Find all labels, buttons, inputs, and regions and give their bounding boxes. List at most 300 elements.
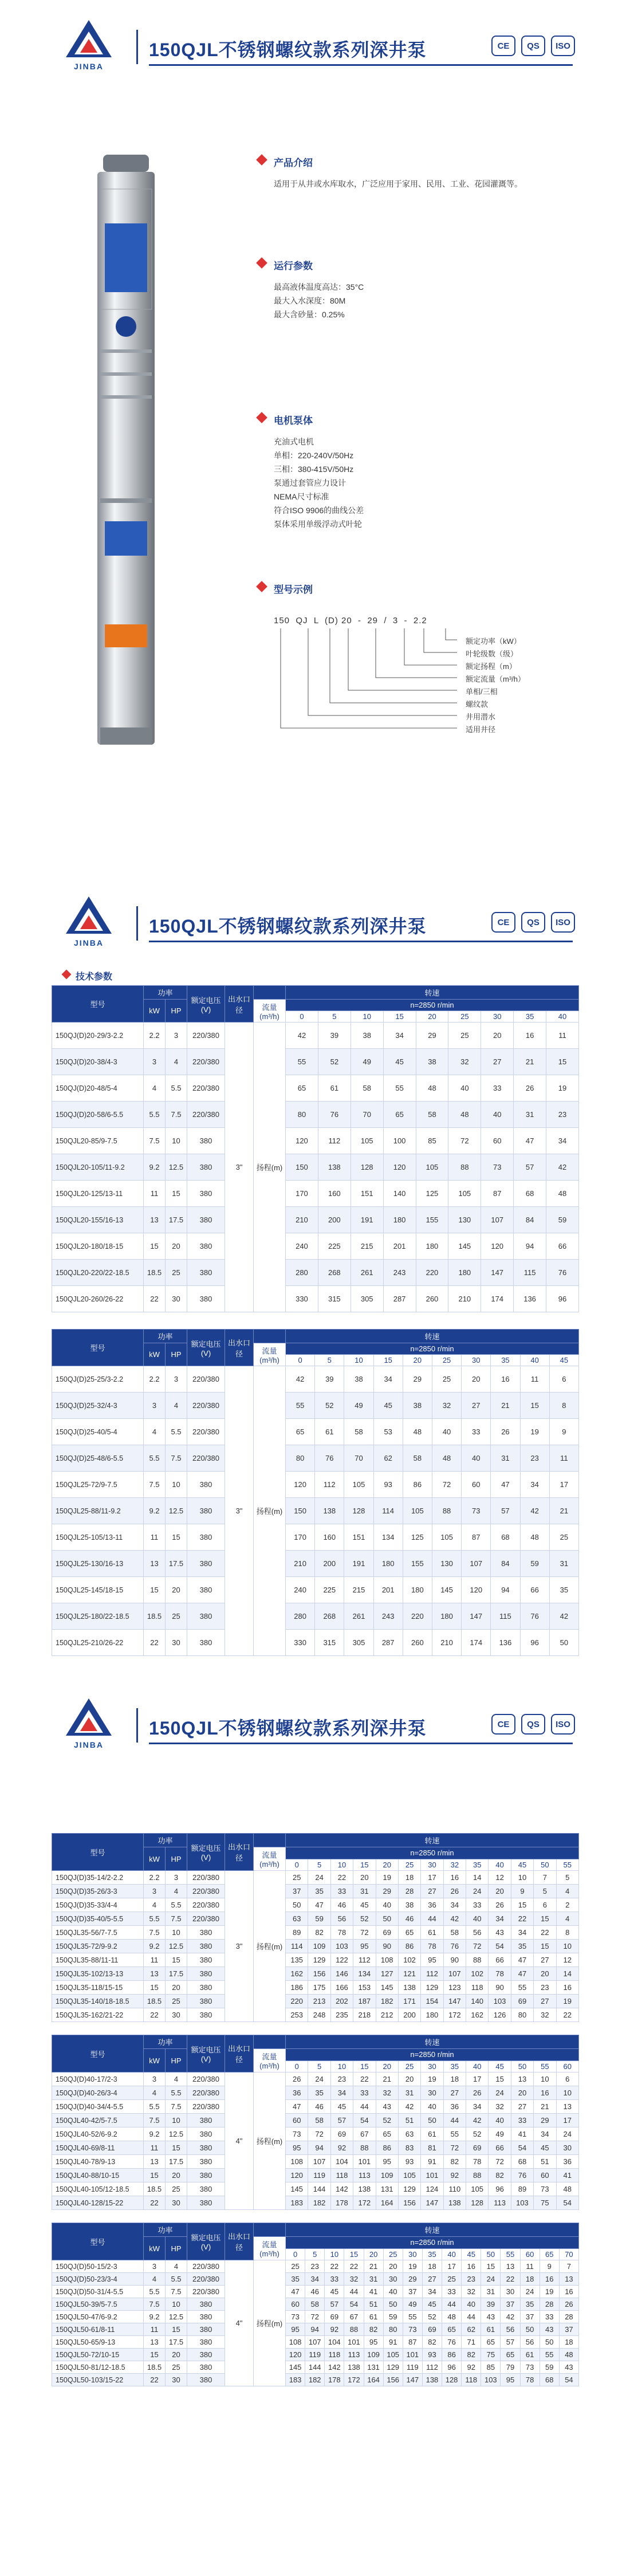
header-model: 型号 <box>52 2035 144 2072</box>
flow-value: 10 <box>325 2248 344 2260</box>
head-value-cell: 31 <box>549 1551 578 1577</box>
model-cell: 150QJL20-125/13-11 <box>52 1181 144 1207</box>
head-value-cell: 44 <box>344 2286 364 2298</box>
head-value-cell: 240 <box>286 1233 318 1260</box>
flow-value: 45 <box>489 2060 511 2072</box>
tech-params-label: 技术参数 <box>63 969 112 982</box>
flow-value: 45 <box>511 1859 533 1871</box>
header-model: 型号 <box>52 1834 144 1871</box>
head-value-cell: 21 <box>491 1393 520 1419</box>
kw-cell: 11 <box>144 1181 166 1207</box>
voltage-cell: 220/380 <box>187 1912 225 1926</box>
head-value-cell: 16 <box>534 2086 556 2100</box>
head-value-cell: 47 <box>511 1967 533 1981</box>
head-value-cell: 186 <box>286 1981 308 1995</box>
model-cell: 150QJL25-180/22-18.5 <box>52 1603 144 1630</box>
table-row <box>52 2155 579 2169</box>
head-value-cell: 100 <box>383 1128 416 1154</box>
head-value-cell: 110 <box>443 2182 466 2196</box>
head-value-cell: 118 <box>466 1981 489 1995</box>
head-value-cell: 90 <box>443 1953 466 1967</box>
voltage-cell: 380 <box>187 1472 225 1498</box>
head-value-cell: 58 <box>443 1926 466 1940</box>
head-value-cell: 119 <box>305 2349 325 2361</box>
head-value-cell: 20 <box>481 1022 514 1049</box>
head-value-cell: 112 <box>318 1128 351 1154</box>
kw-cell: 18.5 <box>144 1995 166 2008</box>
voltage-cell: 220/380 <box>187 1075 225 1102</box>
head-value-cell: 39 <box>481 2298 501 2311</box>
head-value-cell: 90 <box>489 1981 511 1995</box>
legend-item: 单相/三相 <box>466 687 498 696</box>
legend-item: 额定扬程（m） <box>466 662 517 671</box>
head-value-cell: 280 <box>286 1260 318 1286</box>
flow-value: 5 <box>308 2060 330 2072</box>
head-value-cell: 40 <box>462 1445 491 1472</box>
head-value-cell: 34 <box>520 1472 549 1498</box>
table-row <box>52 2273 579 2286</box>
head-value-cell: 107 <box>305 2336 325 2349</box>
intro-text: 适用于从井或水库取水，广泛应用于家用、民用、工业、花园灌溉等。 <box>274 179 522 188</box>
hp-cell: 12.5 <box>166 1940 187 1953</box>
flow-value: 35 <box>491 1355 520 1366</box>
head-value-cell: 95 <box>353 1940 376 1953</box>
model-cell: 150QJL20-180/18-15 <box>52 1233 144 1260</box>
head-value-cell: 40 <box>466 1912 489 1926</box>
head-value-cell: 200 <box>398 2008 420 2022</box>
flow-value: 25 <box>448 1011 481 1022</box>
head-value-cell: 65 <box>481 2336 501 2349</box>
head-value-cell: 60 <box>462 1472 491 1498</box>
table-row <box>52 1912 579 1926</box>
flow-value: 55 <box>501 2248 520 2260</box>
head-value-cell: 27 <box>462 1393 491 1419</box>
qs-cert-icon: QS <box>521 912 545 933</box>
head-value-cell: 180 <box>448 1260 481 1286</box>
head-value-cell: 118 <box>325 2349 344 2361</box>
head-value-cell: 26 <box>286 2072 308 2086</box>
head-value-cell: 113 <box>353 2169 376 2182</box>
head-value-cell: 35 <box>549 1577 578 1603</box>
head-value-cell: 55 <box>286 1393 315 1419</box>
flow-value: 15 <box>353 2060 376 2072</box>
hp-cell: 17.5 <box>166 1207 187 1233</box>
head-value-cell: 40 <box>481 1102 514 1128</box>
voltage-cell: 220/380 <box>187 1022 225 1049</box>
header-flow: 流量(m³/h) <box>254 1847 286 1871</box>
head-value-cell: 82 <box>462 2349 481 2361</box>
flow-value: 0 <box>286 1859 308 1871</box>
flow-value: 15 <box>344 2248 364 2260</box>
header-hp: HP <box>166 2237 187 2260</box>
head-value-cell: 50 <box>520 2323 540 2336</box>
head-value-cell: 10 <box>556 1940 579 1953</box>
flow-value: 40 <box>520 1355 549 1366</box>
voltage-cell: 380 <box>187 1981 225 1995</box>
head-value-cell: 46 <box>308 2100 330 2114</box>
flow-value: 40 <box>546 1011 579 1022</box>
head-value-cell: 138 <box>344 2361 364 2374</box>
head-value-cell: 88 <box>448 1154 481 1181</box>
head-value-cell: 56 <box>466 1926 489 1940</box>
head-value-cell: 21 <box>534 2100 556 2114</box>
head-value-cell: 55 <box>511 1981 533 1995</box>
head-value-cell: 34 <box>546 1128 579 1154</box>
head-value-cell: 220 <box>403 1603 432 1630</box>
hp-cell: 4 <box>166 1049 187 1075</box>
head-value-cell: 19 <box>421 2072 443 2086</box>
head-value-cell: 134 <box>353 1967 376 1981</box>
head-value-cell: 56 <box>330 1912 353 1926</box>
header-kw: kW <box>144 2237 166 2260</box>
table-row <box>52 1181 579 1207</box>
kw-cell: 2.2 <box>144 1871 166 1885</box>
table-row <box>52 2196 579 2210</box>
kw-cell: 15 <box>144 1233 166 1260</box>
head-value-cell: 60 <box>286 2298 305 2311</box>
outlet-cell: 3" <box>225 1022 254 1312</box>
hp-cell: 20 <box>166 2349 187 2361</box>
head-value-cell: 42 <box>546 1154 579 1181</box>
head-value-cell: 145 <box>286 2182 308 2196</box>
head-value-cell: 76 <box>315 1445 344 1472</box>
head-value-cell: 49 <box>403 2298 422 2311</box>
head-value-cell: 79 <box>501 2361 520 2374</box>
head-value-cell: 65 <box>286 1075 318 1102</box>
head-value-cell: 315 <box>318 1286 351 1312</box>
header-power: 功率 <box>144 2223 187 2237</box>
head-value-cell: 65 <box>501 2349 520 2361</box>
head-value-cell: 65 <box>286 1419 315 1445</box>
head-value-cell: 180 <box>383 1207 416 1233</box>
flow-value: 60 <box>520 2248 540 2260</box>
head-value-cell: 147 <box>421 2196 443 2210</box>
head-value-cell: 87 <box>403 2336 422 2349</box>
head-value-cell: 94 <box>491 1577 520 1603</box>
head-value-cell: 27 <box>534 1995 556 2008</box>
head-value-cell: 191 <box>351 1207 383 1233</box>
kw-cell: 7.5 <box>144 1926 166 1940</box>
head-value-cell: 27 <box>443 2086 466 2100</box>
model-cell: 150QJL50-81/12-18.5 <box>52 2361 144 2374</box>
head-value-cell: 72 <box>466 1940 489 1953</box>
operation-line: 最大入水深度：80M <box>274 296 346 305</box>
head-value-cell: 59 <box>546 1207 579 1233</box>
head-value-cell: 42 <box>501 2311 520 2323</box>
motor-line: 单相：220-240V/50Hz <box>274 451 354 460</box>
head-value-cell: 18 <box>398 1871 420 1885</box>
kw-cell: 13 <box>144 2336 166 2349</box>
voltage-cell: 380 <box>187 2127 225 2141</box>
head-value-cell: 129 <box>421 1981 443 1995</box>
kw-cell: 11 <box>144 1953 166 1967</box>
legend-item: 螺纹款 <box>466 700 489 709</box>
flow-value: 0 <box>286 2248 305 2260</box>
head-value-cell: 76 <box>443 1940 466 1953</box>
table-row <box>52 2298 579 2311</box>
head-value-cell: 144 <box>308 2182 330 2196</box>
head-value-cell: 42 <box>398 2100 420 2114</box>
kw-cell: 3 <box>144 1885 166 1898</box>
kw-cell: 4 <box>144 1419 166 1445</box>
flow-value: 55 <box>556 1859 579 1871</box>
head-value-cell: 61 <box>481 2323 501 2336</box>
head-value-cell: 93 <box>422 2349 442 2361</box>
flow-value: 65 <box>540 2248 559 2260</box>
voltage-cell: 380 <box>187 1286 225 1312</box>
kw-cell: 22 <box>144 2008 166 2022</box>
head-value-cell: 29 <box>403 2273 422 2286</box>
model-cell: 150QJL35-88/11-11 <box>52 1953 144 1967</box>
voltage-cell: 380 <box>187 2323 225 2336</box>
head-value-cell: 15 <box>534 1912 556 1926</box>
hp-cell: 15 <box>166 1953 187 1967</box>
head-value-cell: 22 <box>534 1926 556 1940</box>
motor-line: 泵体采用单级浮动式叶轮 <box>274 520 362 529</box>
head-value-cell: 7 <box>559 2260 578 2273</box>
header-accent <box>136 906 138 941</box>
head-value-cell: 123 <box>443 1981 466 1995</box>
head-value-cell: 50 <box>540 2336 559 2349</box>
hp-cell: 3 <box>166 1871 187 1885</box>
head-value-cell: 18 <box>422 2260 442 2273</box>
head-value-cell: 114 <box>373 1498 403 1524</box>
head-value-cell: 191 <box>344 1551 373 1577</box>
table-row <box>52 1498 579 1524</box>
voltage-cell: 380 <box>187 2311 225 2323</box>
head-value-cell: 16 <box>514 1022 546 1049</box>
model-cell: 150QJL40-128/15-22 <box>52 2196 144 2210</box>
model-cell: 150QJ(D)50-31/4-5.5 <box>52 2286 144 2298</box>
head-value-cell: 120 <box>286 1472 315 1498</box>
table-row <box>52 1102 579 1128</box>
head-value-cell: 105 <box>398 2169 420 2182</box>
head-value-cell: 35 <box>286 2273 305 2286</box>
model-cell: 150QJL50-61/8-11 <box>52 2323 144 2336</box>
head-value-cell: 58 <box>403 1445 432 1472</box>
head-value-cell: 96 <box>520 1630 549 1656</box>
model-cell: 150QJ(D)35-14/2-2.2 <box>52 1871 144 1885</box>
hp-cell: 15 <box>166 2323 187 2336</box>
motor-line: NEMA尺寸标准 <box>274 492 329 501</box>
head-value-cell: 46 <box>398 1912 420 1926</box>
spec-table <box>52 2035 579 2210</box>
table-row <box>52 1885 579 1898</box>
head-value-cell: 36 <box>443 2100 466 2114</box>
head-value-cell: 129 <box>308 1953 330 1967</box>
head-value-cell: 182 <box>308 2196 330 2210</box>
head-value-cell: 243 <box>373 1603 403 1630</box>
head-value-cell: 86 <box>398 1940 420 1953</box>
head-value-cell: 287 <box>373 1630 403 1656</box>
head-value-cell: 142 <box>325 2361 344 2374</box>
head-value-cell: 73 <box>481 1154 514 1181</box>
head-value-cell: 147 <box>443 1995 466 2008</box>
header-voltage: 额定电压(V) <box>187 2035 225 2072</box>
head-value-cell: 48 <box>416 1075 448 1102</box>
head-value-cell: 49 <box>489 2127 511 2141</box>
head-value-cell: 95 <box>364 2336 383 2349</box>
head-value-cell: 55 <box>540 2349 559 2361</box>
head-value-cell: 69 <box>330 2127 353 2141</box>
head-value-cell: 84 <box>514 1207 546 1233</box>
head-value-cell: 10 <box>534 2072 556 2086</box>
flow-value: 15 <box>373 1355 403 1366</box>
head-value-cell: 66 <box>520 1577 549 1603</box>
voltage-cell: 220/380 <box>187 2260 225 2273</box>
flow-value: 35 <box>514 1011 546 1022</box>
head-value-cell: 54 <box>559 2374 578 2386</box>
head-value-cell: 17 <box>442 2260 462 2273</box>
head-value-cell: 88 <box>466 1953 489 1967</box>
page-title: 150QJL不锈钢螺纹款系列深井泵 <box>149 916 427 937</box>
head-value-cell: 96 <box>442 2361 462 2374</box>
header-power: 功率 <box>144 986 187 1000</box>
head-value-cell: 119 <box>308 2169 330 2182</box>
head-value-cell: 18 <box>520 2273 540 2286</box>
header-accent <box>136 30 138 64</box>
head-value-cell: 109 <box>376 2169 398 2182</box>
header-blank <box>254 1834 286 1847</box>
head-value-cell: 201 <box>373 1577 403 1603</box>
hp-cell: 30 <box>166 1286 187 1312</box>
model-cell: 150QJ(D)25-48/6-5.5 <box>52 1445 144 1472</box>
kw-cell: 13 <box>144 1967 166 1981</box>
kw-cell: 7.5 <box>144 2114 166 2127</box>
table-row <box>52 1926 579 1940</box>
head-value-cell: 38 <box>398 1898 420 1912</box>
head-value-cell: 128 <box>442 2374 462 2386</box>
kw-cell: 9.2 <box>144 1498 166 1524</box>
table-row <box>52 2072 579 2086</box>
head-value-cell: 118 <box>462 2374 481 2386</box>
table-row <box>52 2127 579 2141</box>
head-value-cell: 34 <box>534 2127 556 2141</box>
voltage-cell: 220/380 <box>187 2072 225 2086</box>
head-value-cell: 200 <box>315 1551 344 1577</box>
kw-cell: 22 <box>144 1630 166 1656</box>
voltage-cell: 380 <box>187 2114 225 2127</box>
head-value-cell: 76 <box>546 1260 579 1286</box>
legend-item: 叶轮级数（级） <box>466 650 518 658</box>
head-value-cell: 34 <box>330 2086 353 2100</box>
head-value-cell: 49 <box>351 1049 383 1075</box>
ce-cert-icon: CE <box>491 912 515 933</box>
head-value-cell: 61 <box>364 2311 383 2323</box>
head-value-cell: 178 <box>330 2196 353 2210</box>
model-cell: 150QJL35-140/18-18.5 <box>52 1995 144 2008</box>
head-label-cell: 扬程(m) <box>254 1366 286 1656</box>
head-value-cell: 29 <box>416 1022 448 1049</box>
head-value-cell: 26 <box>491 1419 520 1445</box>
table-row <box>52 1898 579 1912</box>
hp-cell: 3 <box>166 1366 187 1393</box>
outlet-cell: 3" <box>225 1871 254 2022</box>
model-cell: 150QJL35-56/7-7.5 <box>52 1926 144 1940</box>
head-value-cell: 22 <box>330 1871 353 1885</box>
head-value-cell: 105 <box>383 2349 403 2361</box>
head-value-cell: 115 <box>514 1260 546 1286</box>
head-value-cell: 61 <box>318 1075 351 1102</box>
flow-value: 30 <box>421 2060 443 2072</box>
hp-cell: 30 <box>166 1630 187 1656</box>
head-value-cell: 146 <box>330 1967 353 1981</box>
head-value-cell: 87 <box>481 1181 514 1207</box>
header-kw: kW <box>144 1000 166 1022</box>
flow-value: 25 <box>398 2060 420 2072</box>
head-value-cell: 212 <box>376 2008 398 2022</box>
model-cell: 150QJ(D)40-17/2-3 <box>52 2072 144 2086</box>
head-value-cell: 115 <box>491 1603 520 1630</box>
model-cell: 150QJL25-145/18-15 <box>52 1577 144 1603</box>
hp-cell: 20 <box>166 1233 187 1260</box>
head-value-cell: 38 <box>416 1049 448 1075</box>
head-value-cell: 96 <box>546 1286 579 1312</box>
head-value-cell: 108 <box>286 2336 305 2349</box>
head-value-cell: 130 <box>432 1551 461 1577</box>
head-value-cell: 280 <box>286 1603 315 1630</box>
head-value-cell: 15 <box>546 1049 579 1075</box>
head-value-cell: 138 <box>443 2196 466 2210</box>
voltage-cell: 380 <box>187 1577 225 1603</box>
head-value-cell: 33 <box>442 2286 462 2298</box>
head-value-cell: 37 <box>520 2311 540 2323</box>
head-value-cell: 54 <box>511 2141 533 2155</box>
flow-value: 32 <box>443 1859 466 1871</box>
legend-item: 额定功率（kW） <box>466 637 521 646</box>
head-value-cell: 119 <box>403 2361 422 2374</box>
kw-cell: 18.5 <box>144 2182 166 2196</box>
head-value-cell: 16 <box>462 2260 481 2273</box>
head-value-cell: 134 <box>373 1524 403 1551</box>
head-value-cell: 20 <box>534 1967 556 1981</box>
head-value-cell: 72 <box>353 1926 376 1940</box>
legend-item: 井用潜水 <box>466 713 496 721</box>
head-value-cell: 6 <box>534 1898 556 1912</box>
voltage-cell: 380 <box>187 2336 225 2349</box>
motor-line: 泵通过套管应力设计 <box>274 478 346 487</box>
table-row <box>52 1022 579 1049</box>
flow-value: 35 <box>422 2248 442 2260</box>
kw-cell: 22 <box>144 2196 166 2210</box>
hp-cell: 17.5 <box>166 1967 187 1981</box>
head-value-cell: 72 <box>305 2311 325 2323</box>
head-value-cell: 27 <box>534 1953 556 1967</box>
voltage-cell: 220/380 <box>187 2086 225 2100</box>
head-value-cell: 10 <box>556 2086 579 2100</box>
head-value-cell: 220 <box>286 1995 308 2008</box>
header-outlet: 出水口径 <box>225 1330 254 1366</box>
head-value-cell: 23 <box>546 1102 579 1128</box>
head-value-cell: 32 <box>489 2100 511 2114</box>
head-value-cell: 112 <box>422 2361 442 2374</box>
head-value-cell: 13 <box>501 2260 520 2273</box>
head-value-cell: 40 <box>421 2100 443 2114</box>
legend-item: 额定流量（m³/h） <box>466 675 526 683</box>
header-speed: 转速 <box>286 2035 579 2049</box>
model-example-block <box>258 581 590 604</box>
head-value-cell: 28 <box>398 1885 420 1898</box>
head-value-cell: 57 <box>330 2114 353 2127</box>
header-outlet: 出水口径 <box>225 2223 254 2260</box>
head-value-cell: 22 <box>511 1912 533 1926</box>
motor-line: 充油式电机 <box>274 437 314 446</box>
head-value-cell: 58 <box>305 2298 325 2311</box>
head-value-cell: 23 <box>330 2072 353 2086</box>
head-value-cell: 35 <box>308 2086 330 2100</box>
head-value-cell: 70 <box>351 1102 383 1128</box>
head-value-cell: 94 <box>308 2141 330 2155</box>
